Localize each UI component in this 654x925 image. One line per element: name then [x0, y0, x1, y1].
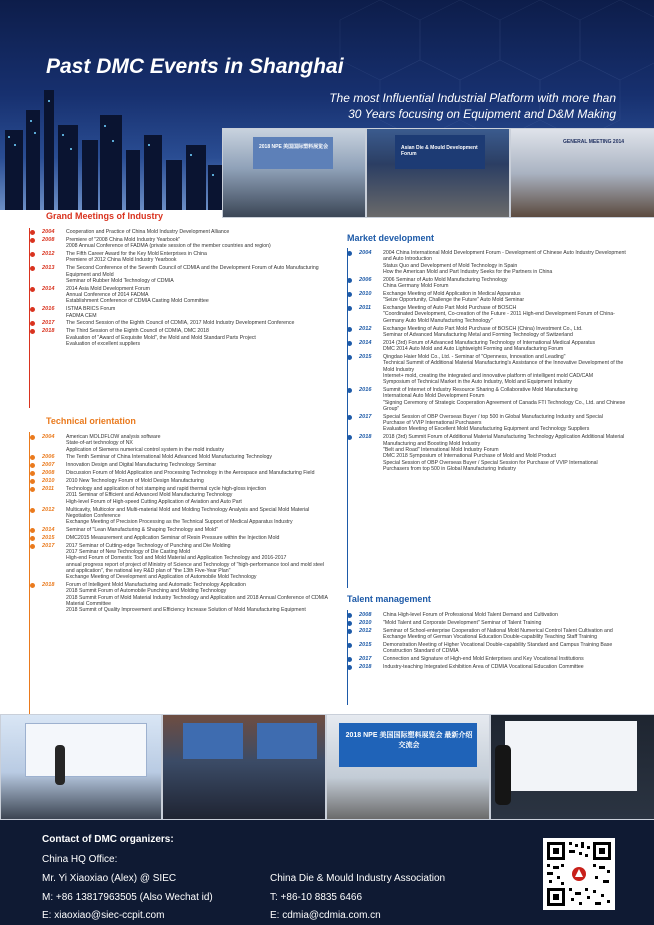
city-skyline: [0, 70, 230, 210]
market-entry: [359, 326, 631, 339]
timeline-dot-icon: [30, 471, 35, 476]
timeline-item: Discussion Forum of Mold Application and Processing Technology in the Aerospace and Manufacturing Field: [66, 470, 315, 477]
timeline-dot-icon: [347, 629, 352, 634]
timeline-item: The Tenth Seminar of China International Mold Advanced Mold Manufacturing Technology: [66, 454, 272, 461]
timeline-item: 2017 Seminar of New Technology of Die Casting Mold: [66, 549, 191, 556]
timeline-year: 2006: [359, 276, 372, 283]
timeline-item: 2017 Seminar of Cutting-edge Technology of Punching and Die Molding: [66, 542, 231, 549]
timeline-year: 2004: [42, 229, 55, 235]
talent-entry: [359, 620, 631, 626]
talent-entry: [359, 664, 631, 670]
timeline-item: "Seize Opportunity, Challenge the Future" Auto Mold Seminar: [383, 297, 525, 304]
timeline-item: 2018 Summit Forum of Automobile Punching and Molding Technology: [66, 588, 227, 595]
talent-management-title: Talent management: [347, 594, 431, 604]
timeline-dot-icon: [30, 435, 35, 440]
timeline-item: How the American Mold and Part Industry Seeks for the Partners in China: [383, 268, 553, 275]
timeline-items: [66, 543, 334, 581]
event-photo-1-label: 2018 NPE 美国国际塑料展览会: [259, 144, 329, 150]
event-photo-3-label: GENERAL MEETING 2014: [563, 139, 625, 145]
timeline-item: 2014 Asia Mold Development Forum: [66, 285, 150, 292]
timeline-item: High-level Forum of High-speed Cutting Application of Aviation and Auto Part: [66, 498, 242, 505]
timeline-item: 2018 (3rd) Summit Forum of Additional Material Manufacturing Technology Application Additional Material Manufacturing and Boosting Mold Industry: [383, 434, 625, 447]
timeline-items: [66, 251, 334, 264]
timeline-item: China Germany Mold Forum: [383, 283, 449, 290]
timeline-item: Symposium of Technical Market in the Auto Industry, Mold and Equipment Industry: [383, 379, 572, 386]
timeline-year: 2015: [359, 641, 372, 648]
timeline-items: [383, 612, 631, 618]
timeline-dot-icon: [347, 355, 352, 360]
market-entry: [359, 250, 631, 275]
technical-orientation-title: Technical orientation: [46, 416, 136, 426]
timeline-item: Technology and application of hot stamping and rapid thermal cycle high-gloss injection: [66, 486, 267, 493]
timeline-item: Connection and Signature of High-end Mold Enterprises and Key Vocational Institutions: [383, 656, 584, 663]
timeline-item: High-end Forum of Domestic Tool and Mold Material and Application Technology and 2016-2017: [66, 555, 287, 562]
timeline-year: 2010: [359, 290, 372, 297]
timeline-item: "Belt and Road" International Mold Industry Forum: [383, 446, 499, 453]
timeline-year: 2012: [359, 325, 372, 332]
timeline-year: 2011: [359, 305, 372, 312]
talent-management-list: [359, 612, 631, 672]
timeline-items: [66, 434, 334, 453]
timeline-dot-icon: [30, 544, 35, 549]
timeline-items: [383, 434, 631, 472]
timeline-item: "Coordinated Development, Co-creation of the Future - 2011 High-end Development Forum of China-Germany Auto Mold Manufacturing Technology": [383, 311, 615, 324]
timeline-dot-icon: [347, 292, 352, 297]
timeline-year: 2010: [42, 478, 55, 485]
talent-entry: [359, 612, 631, 618]
timeline-item: The Second Conference of the Seventh Council of CDMIA and the Development Forum of Auto Manufacturing Equipment and Mold: [66, 265, 319, 278]
event-photo-4: [0, 714, 162, 820]
technical-entry: [42, 543, 334, 581]
timeline-dot-icon: [347, 388, 352, 393]
talent-entry: [359, 642, 631, 655]
timeline-dot-icon: [347, 613, 352, 618]
timeline-dot-icon: [30, 230, 35, 235]
timeline-year: 2016: [359, 387, 372, 394]
technical-entry: [42, 527, 334, 533]
timeline-items: [383, 277, 631, 290]
contact-name: Mr. Yi Xiaoxiao (Alex) @ SIEC: [42, 873, 177, 884]
timeline-year: 2015: [359, 354, 372, 361]
timeline-year: 2018: [42, 328, 55, 335]
timeline-item: 2008 Annual Conference of FADMA (private session of the member countries and region): [66, 243, 271, 250]
market-entry: [359, 354, 631, 385]
timeline-item: Purchasers from top 500 in Global Manufacturing Industry: [383, 465, 516, 472]
timeline-dot-icon: [347, 435, 352, 440]
timeline-dot-icon: [30, 329, 35, 334]
timeline-dot-icon: [30, 252, 35, 257]
event-photo-5: [162, 714, 326, 820]
timeline-dot-icon: [30, 528, 35, 533]
timeline-item: Exchange Meeting of Auto Part Mold Purchase of BOSCH (China) Investment Co., Ltd.: [383, 325, 583, 332]
timeline-items: [66, 229, 334, 235]
timeline-dot-icon: [347, 306, 352, 311]
market-entry: [359, 387, 631, 412]
timeline-year: 2018: [359, 434, 372, 441]
timeline-items: [383, 664, 631, 670]
timeline-dot-icon: [347, 665, 352, 670]
event-photo-6: [326, 714, 490, 820]
timeline-dot-icon: [347, 278, 352, 283]
timeline-year: 2010: [359, 619, 372, 626]
timeline-item: Special Session of OBP Overseas Buyer / top 500 in Global Manufacturing Industry and Special: [383, 413, 603, 420]
timeline-item: Seminar of Advanced Manufacturing Metal and Forming Technology of Switzerland: [383, 331, 573, 338]
talent-entry: [359, 656, 631, 662]
contact-hq: China HQ Office:: [42, 854, 118, 865]
market-entry: [359, 414, 631, 433]
timeline-dot-icon: [30, 307, 35, 312]
event-photo-3: [510, 128, 654, 218]
timeline-item: 2004 China International Mold Development Forum - Development of Chinese Auto Industry Development and Auto Introduction: [383, 250, 626, 263]
timeline-item: Multicavity, Multicolor and Multi-material Mold and Molding Technology Analysis and Special Mold Material Negotiation Conference: [66, 506, 310, 519]
timeline-items: [66, 320, 334, 326]
timeline-year: 2008: [42, 470, 55, 477]
event-photo-2: [366, 128, 510, 218]
timeline-year: 2007: [42, 462, 55, 469]
market-entry: [359, 291, 631, 304]
timeline-items: [66, 237, 334, 250]
timeline-items: [383, 250, 631, 275]
technical-timeline-line: [29, 432, 30, 732]
timeline-items: [383, 414, 631, 433]
market-entry: [359, 305, 631, 324]
timeline-item: Evaluation Meeting of Excellent Mold Manufacturing Equipment and Technology Suppliers: [383, 426, 590, 433]
technical-entry: [42, 535, 334, 541]
talent-entry: [359, 628, 631, 641]
grand-entry: [42, 229, 334, 235]
timeline-year: 2014: [359, 339, 372, 346]
grand-entry: [42, 237, 334, 250]
timeline-dot-icon: [30, 455, 35, 460]
timeline-items: [66, 286, 334, 305]
timeline-item: "Mold Talent and Corporate Development" Seminar of Talent Training: [383, 619, 542, 626]
timeline-year: 2017: [42, 542, 55, 549]
technical-orientation-list: [42, 434, 334, 615]
timeline-items: [66, 507, 334, 526]
grand-entry: [42, 286, 334, 305]
timeline-items: [66, 306, 334, 319]
timeline-item: International Auto Mold Development Forum: [383, 393, 485, 400]
timeline-year: 2017: [42, 320, 55, 327]
timeline-item: Industry-teaching Integrated Exhibition Area of CDMIA Vocational Education Committee: [383, 664, 584, 671]
timeline-items: [383, 628, 631, 641]
timeline-items: [383, 291, 631, 304]
market-development-title: Market development: [347, 233, 435, 243]
timeline-year: 2004: [359, 250, 372, 256]
timeline-item: The Fifth Career Award for the Key Mold Enterprises in China: [66, 251, 207, 258]
timeline-dot-icon: [30, 479, 35, 484]
technical-entry: [42, 470, 334, 476]
grand-entry: [42, 251, 334, 264]
timeline-items: [66, 462, 334, 468]
timeline-year: 2012: [42, 506, 55, 513]
timeline-item: Evaluation of excellent suppliers: [66, 340, 141, 347]
timeline-items: [66, 527, 334, 533]
timeline-year: 2013: [42, 265, 55, 272]
timeline-year: 2012: [359, 627, 372, 634]
timeline-item: Exchange Meeting of Auto Part Mold Purchase of BOSCH: [383, 305, 517, 312]
timeline-year: 2012: [42, 251, 55, 258]
timeline-item: 2018 Summit of Quality Improvement and Efficiency Increase Solution of Mold Manufacturing Equipment: [66, 607, 306, 614]
timeline-items: [66, 265, 334, 284]
timeline-item: 2010 New Technology Forum of Mold Design Manufacturing: [66, 478, 204, 485]
timeline-item: Cooperation and Practice of China Mold Industry Development Alliance: [66, 229, 230, 235]
timeline-dot-icon: [347, 621, 352, 626]
technical-entry: [42, 462, 334, 468]
qr-code-icon[interactable]: [543, 838, 615, 910]
timeline-item: "Signing Ceremony of Strategic Cooperation Agreement of Canada FTI Technology Co., Ltd. and Chinese Group": [383, 399, 626, 412]
timeline-item: 2011 Seminar of Efficient and Advanced Mold Manufacturing Technology: [66, 492, 233, 499]
timeline-dot-icon: [30, 583, 35, 588]
timeline-dot-icon: [30, 266, 35, 271]
timeline-year: 2008: [42, 236, 55, 243]
timeline-dot-icon: [30, 487, 35, 492]
timeline-dot-icon: [30, 508, 35, 513]
timeline-year: 2011: [42, 486, 55, 493]
timeline-item: Seminar of Rubber Mold Technology of CDMIA: [66, 277, 174, 284]
timeline-item: Purchase of VVIP International Purchasers: [383, 420, 482, 427]
market-entry: [359, 434, 631, 472]
timeline-dot-icon: [347, 341, 352, 346]
timeline-dot-icon: [30, 287, 35, 292]
timeline-dot-icon: [30, 536, 35, 541]
timeline-item: 2018 Summit Forum of Mold Material Industry Technology and Application and 2018 Annual Conference of CDMIA Material Committee: [66, 594, 328, 608]
grand-entry: [42, 306, 334, 319]
timeline-item: Premiere of 2012 China Mold Industry Yearbook: [66, 257, 177, 264]
timeline-item: Seminar of "Lean Manufacturing & Shaping Technology and Mold": [66, 527, 218, 534]
timeline-item: Exchange Meeting of Precision Processing as the Technical Support of Medical Apparatus Industry: [66, 519, 293, 526]
timeline-item: annual progress report of project of Ministry of Science and Technology of "high-performance tool and mold steel and application", the national key R&D plan of "the 13th Five-Year Plan": [66, 561, 325, 574]
timeline-items: [66, 470, 334, 476]
timeline-item: Technical Summit of Additional Material Manufacturing's Assistance of the Innovative Development of the Mold Industry: [383, 360, 624, 373]
timeline-dot-icon: [347, 415, 352, 420]
page-subtitle: [256, 90, 616, 122]
timeline-item: State-of-art technology of NX: [66, 440, 133, 447]
timeline-dot-icon: [30, 463, 35, 468]
timeline-year: 2016: [42, 306, 55, 313]
timeline-items: [66, 535, 334, 541]
timeline-item: Summit of Internet of Industry Resource Sharing & Collaborative Mold Manufacturing: [383, 387, 578, 394]
timeline-items: [383, 326, 631, 339]
timeline-item: Internet+ mold, creating the integrated and innovative platform of intelligent mold CAD/CAM: [383, 372, 594, 379]
contact-heading: Contact of DMC organizers:: [42, 834, 174, 845]
timeline-item: Seminar of School-enterprise Cooperation of National Mold Numerical Control Talent Cultivation and Exchange Meeting of German Vocational Education Double-capability Teaching Staff Training: [383, 627, 613, 641]
timeline-items: [383, 354, 631, 385]
grand-meetings-list: [42, 229, 334, 349]
event-photo-2-label: Asian Die & Mould Development Forum: [401, 145, 478, 157]
timeline-items: [383, 642, 631, 655]
timeline-item: Evaluation of "Award of Exquisite Mold", the Mold and Mold Standard Parts Project: [66, 334, 256, 341]
timeline-item: The Third Session of the Eighth Council of CDMIA, DMC 2018: [66, 328, 209, 335]
timeline-dot-icon: [347, 327, 352, 332]
timeline-year: 2017: [359, 413, 372, 420]
timeline-dot-icon: [347, 643, 352, 648]
timeline-item: DMC 2018 Symposium of International Purchase of Mold and Mold Product: [383, 453, 557, 460]
timeline-items: [383, 340, 631, 353]
timeline-item: Forum of Intelligent Mold Manufacturing and Automatic Technology Application: [66, 582, 246, 589]
timeline-year: 2015: [42, 534, 55, 541]
timeline-items: [66, 328, 334, 347]
technical-entry: [42, 478, 334, 484]
timeline-items: [66, 478, 334, 484]
timeline-item: Application of Siemens numerical control system in the mold industry: [66, 446, 225, 453]
timeline-item: Annual Conference of 2014 FADMA: [66, 292, 149, 299]
contact-email[interactable]: E: xiaoxiao@siec-ccpit.com: [42, 910, 165, 921]
timeline-items: [383, 620, 631, 626]
technical-entry: [42, 582, 334, 613]
market-entry: [359, 340, 631, 353]
timeline-dot-icon: [30, 321, 35, 326]
timeline-year: 2018: [42, 582, 55, 589]
grand-entry: [42, 328, 334, 347]
timeline-dot-icon: [347, 657, 352, 662]
grand-entry: [42, 265, 334, 284]
market-development-list: [359, 250, 631, 474]
timeline-items: [66, 582, 334, 613]
market-entry: [359, 277, 631, 290]
timeline-item: American MOLDFLOW analysis software: [66, 434, 161, 440]
timeline-year: 2018: [359, 664, 372, 671]
grand-entry: [42, 320, 334, 326]
timeline-dot-icon: [347, 251, 352, 256]
timeline-dot-icon: [30, 238, 35, 243]
timeline-item: 2014 (3rd) Forum of Advanced Manufacturing Technology of International Medical Apparatus: [383, 339, 596, 346]
event-photo-6-label: 2018 NPE 美国国际塑料展览会 最新介绍交流会: [345, 732, 473, 749]
timeline-year: 2008: [359, 612, 372, 618]
timeline-item: The Second Session of the Eighth Council of CDMIA, 2017 Mold Industry Development Conference: [66, 320, 295, 327]
timeline-item: Establishment Conference of CDMIA Casting Mold Committee: [66, 298, 209, 305]
timeline-item: Qingdao Haier Mold Co., Ltd. - Seminar of "Openness, Innovation and Leading": [383, 354, 566, 361]
timeline-item: Exchange Meeting of Development and Application of Automobile Mold Technology: [66, 574, 257, 581]
timeline-item: Special Session of OBP Overseas Buyer / Special Session for Purchase of VVIP International: [383, 459, 598, 466]
page-title: Past DMC Events in Shanghai: [46, 55, 344, 78]
technical-entry: [42, 507, 334, 526]
association-name: China Die & Mould Industry Association: [270, 873, 446, 884]
timeline-item: ISTMA BRICS Forum: [66, 306, 116, 313]
timeline-item: Innovation Design and Digital Manufacturing Technology Seminar: [66, 462, 217, 469]
event-photo-7: [490, 714, 654, 820]
timeline-year: 2006: [42, 454, 55, 461]
association-tel: T: +86-10 8835 6466: [270, 892, 363, 903]
timeline-item: Exchange Meeting of Mold Application in Medical Apparatus: [383, 290, 521, 297]
timeline-item: Status Quo and Development of Mold Technology in Spain: [383, 262, 518, 269]
contact-mobile: M: +86 13817963505 (Also Wechat id): [42, 892, 213, 903]
technical-entry: [42, 454, 334, 460]
timeline-items: [66, 454, 334, 460]
timeline-item: 2006 Seminar of Auto Mold Manufacturing Technology: [383, 276, 508, 283]
timeline-year: 2014: [42, 285, 55, 292]
timeline-items: [66, 486, 334, 505]
timeline-items: [383, 387, 631, 412]
timeline-items: [383, 656, 631, 662]
timeline-item: DMC2015 Measurement and Application Seminar of Resin Pressure within the Injection Mold: [66, 534, 280, 541]
timeline-year: 2017: [359, 656, 372, 663]
timeline-item: China High-level Forum of Professional Mold Talent Demand and Cultivation: [383, 612, 558, 618]
technical-entry: [42, 486, 334, 505]
timeline-item: DMC 2014 Auto Mold and Auto Lightweight Forming and Manufacturing Forum: [383, 346, 564, 353]
timeline-item: FADMA CEM: [66, 312, 97, 319]
timeline-items: [383, 305, 631, 324]
timeline-year: 2004: [42, 434, 55, 440]
timeline-item: Premiere of "2008 China Mold Industry Yearbook": [66, 236, 181, 243]
association-email[interactable]: E: cdmia@cdmia.com.cn: [270, 910, 381, 921]
subtitle-line-2: 30 Years focusing on Equipment and D&M Making: [348, 107, 616, 121]
event-photo-1: [222, 128, 366, 218]
timeline-year: 2014: [42, 527, 55, 534]
subtitle-line-1: The most Influential Industrial Platform with more than: [329, 91, 616, 105]
timeline-item: Demonstration Meeting of Higher Vocational Double-capability Standard and Campus Training Base Construction Standard of CDMIA: [383, 641, 613, 655]
grand-meetings-title: Grand Meetings of Industry: [46, 211, 164, 221]
technical-entry: [42, 434, 334, 453]
